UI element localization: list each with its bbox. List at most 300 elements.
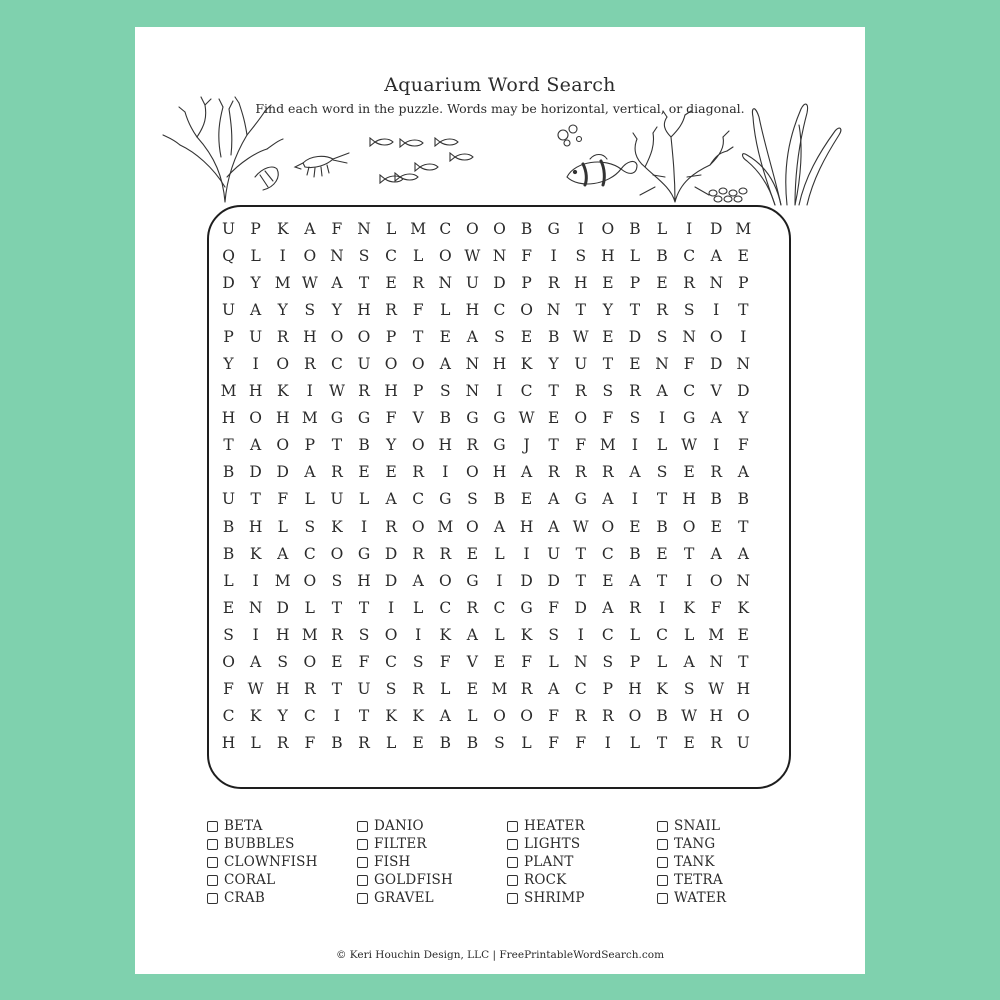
grid-letter[interactable]: V [710, 382, 722, 401]
grid-letter[interactable]: E [466, 680, 479, 699]
grid-letter[interactable]: V [412, 409, 424, 428]
grid-letter[interactable]: E [358, 463, 370, 482]
grid-letter[interactable]: A [737, 544, 749, 563]
grid-letter[interactable]: T [738, 517, 749, 536]
grid-letter[interactable]: U [357, 680, 371, 699]
grid-letter[interactable]: O [493, 219, 506, 238]
grid-letter[interactable]: O [276, 436, 290, 455]
grid-letter[interactable]: R [358, 734, 370, 753]
grid-letter[interactable]: F [304, 734, 316, 753]
grid-letter[interactable]: E [385, 273, 397, 292]
checkbox[interactable] [507, 857, 518, 868]
grid-letter[interactable]: C [601, 625, 614, 644]
grid-letter[interactable]: I [415, 625, 422, 644]
grid-letter[interactable]: L [656, 653, 668, 672]
grid-letter[interactable]: O [574, 409, 588, 428]
grid-letter[interactable]: M [735, 219, 752, 238]
checkbox[interactable] [657, 893, 668, 904]
grid-letter[interactable]: E [222, 598, 235, 617]
grid-letter[interactable]: H [248, 517, 263, 536]
grid-letter[interactable]: L [629, 625, 641, 644]
grid-letter[interactable]: I [279, 246, 286, 265]
grid-letter[interactable]: H [275, 625, 290, 644]
grid-letter[interactable]: Y [277, 300, 288, 319]
grid-letter[interactable]: I [604, 734, 611, 753]
grid-letter[interactable]: E [602, 571, 614, 590]
grid-letter[interactable]: D [520, 571, 533, 590]
grid-letter[interactable]: R [358, 382, 370, 401]
grid-letter[interactable]: L [494, 544, 505, 563]
grid-letter[interactable]: O [276, 355, 290, 374]
grid-letter[interactable]: K [737, 598, 750, 617]
grid-letter[interactable]: H [682, 490, 696, 509]
grid-letter[interactable]: W [681, 436, 698, 455]
grid-letter[interactable]: A [710, 246, 722, 265]
grid-letter[interactable]: I [306, 382, 313, 401]
grid-letter[interactable]: R [331, 463, 343, 482]
grid-letter[interactable]: G [357, 544, 371, 563]
grid-letter[interactable]: A [385, 490, 397, 509]
grid-letter[interactable]: E [629, 517, 641, 536]
grid-letter[interactable]: V [466, 653, 478, 672]
grid-letter[interactable]: R [520, 680, 533, 699]
grid-letter[interactable]: P [385, 327, 397, 346]
grid-letter[interactable]: L [277, 517, 288, 536]
grid-letter[interactable]: G [682, 409, 696, 428]
grid-letter[interactable]: P [629, 653, 641, 672]
grid-letter[interactable]: O [330, 327, 344, 346]
grid-letter[interactable]: M [708, 625, 725, 644]
grid-letter[interactable]: E [331, 653, 343, 672]
grid-letter[interactable]: E [737, 625, 749, 644]
grid-letter[interactable]: S [494, 734, 505, 753]
grid-letter[interactable]: T [331, 680, 343, 699]
grid-letter[interactable]: C [385, 653, 398, 672]
grid-letter[interactable]: W [328, 382, 345, 401]
grid-letter[interactable]: I [713, 436, 720, 455]
grid-letter[interactable]: I [713, 300, 720, 319]
grid-letter[interactable]: L [385, 734, 397, 753]
checkbox[interactable] [357, 821, 368, 832]
grid-letter[interactable]: A [683, 653, 695, 672]
grid-letter[interactable]: R [385, 517, 397, 536]
grid-letter[interactable]: O [601, 517, 615, 536]
grid-letter[interactable]: B [493, 490, 506, 509]
grid-letter[interactable]: E [737, 246, 749, 265]
grid-letter[interactable]: A [493, 517, 506, 536]
grid-letter[interactable]: C [303, 544, 316, 563]
grid-letter[interactable]: B [466, 734, 479, 753]
grid-letter[interactable]: D [710, 355, 723, 374]
grid-letter[interactable]: A [520, 463, 533, 482]
grid-letter[interactable]: A [656, 382, 668, 401]
grid-letter[interactable]: R [547, 463, 560, 482]
grid-letter[interactable]: T [358, 707, 370, 726]
grid-letter[interactable]: H [221, 734, 236, 753]
grid-letter[interactable]: N [546, 300, 561, 319]
grid-letter[interactable]: L [223, 571, 234, 590]
checkbox[interactable] [657, 875, 668, 886]
grid-letter[interactable]: N [736, 355, 751, 374]
grid-letter[interactable]: F [683, 355, 695, 374]
grid-letter[interactable]: R [303, 355, 316, 374]
checkbox[interactable] [657, 821, 668, 832]
grid-letter[interactable]: E [710, 517, 722, 536]
grid-letter[interactable]: U [357, 355, 371, 374]
grid-letter[interactable]: K [249, 544, 262, 563]
grid-letter[interactable]: O [628, 707, 642, 726]
grid-letter[interactable]: K [520, 355, 533, 374]
grid-letter[interactable]: U [547, 544, 561, 563]
grid-letter[interactable]: F [385, 409, 397, 428]
grid-letter[interactable]: K [656, 680, 668, 699]
grid-letter[interactable]: T [331, 436, 343, 455]
grid-letter[interactable]: I [496, 571, 503, 590]
grid-letter[interactable]: O [736, 707, 750, 726]
grid-letter[interactable]: R [385, 300, 397, 319]
grid-letter[interactable]: A [548, 490, 560, 509]
grid-letter[interactable]: P [738, 273, 749, 292]
grid-letter[interactable]: N [655, 355, 669, 374]
grid-letter[interactable]: T [331, 598, 343, 617]
grid-letter[interactable]: S [656, 463, 668, 482]
grid-letter[interactable]: L [440, 680, 451, 699]
grid-letter[interactable]: I [252, 355, 259, 374]
checkbox[interactable] [507, 821, 518, 832]
grid-letter[interactable]: S [304, 300, 316, 319]
grid-letter[interactable]: B [547, 327, 560, 346]
grid-letter[interactable]: E [520, 490, 533, 509]
grid-letter[interactable]: C [683, 382, 696, 401]
grid-letter[interactable]: T [223, 436, 234, 455]
grid-letter[interactable]: K [683, 598, 695, 617]
grid-letter[interactable]: H [438, 436, 453, 455]
grid-letter[interactable]: G [439, 490, 452, 509]
grid-letter[interactable]: F [548, 598, 560, 617]
grid-letter[interactable]: B [222, 517, 235, 536]
grid-letter[interactable]: O [411, 355, 425, 374]
grid-letter[interactable]: B [656, 246, 668, 265]
grid-letter[interactable]: F [548, 707, 560, 726]
grid-letter[interactable]: U [249, 327, 263, 346]
checkbox[interactable] [207, 893, 218, 904]
grid-letter[interactable]: F [277, 490, 289, 509]
grid-letter[interactable]: K [439, 625, 452, 644]
checkbox[interactable] [207, 875, 218, 886]
grid-letter[interactable]: W [572, 517, 589, 536]
grid-letter[interactable]: Y [385, 436, 397, 455]
checkbox[interactable] [507, 875, 518, 886]
grid-letter[interactable]: I [442, 463, 449, 482]
grid-letter[interactable]: O [411, 517, 425, 536]
grid-letter[interactable]: H [275, 409, 290, 428]
grid-letter[interactable]: S [602, 653, 614, 672]
grid-letter[interactable]: R [276, 734, 289, 753]
grid-letter[interactable]: M [220, 382, 237, 401]
grid-letter[interactable]: W [518, 409, 535, 428]
grid-letter[interactable]: U [222, 300, 236, 319]
grid-letter[interactable]: M [410, 219, 427, 238]
grid-letter[interactable]: F [331, 219, 343, 238]
grid-letter[interactable]: D [249, 463, 262, 482]
grid-letter[interactable]: A [548, 517, 560, 536]
grid-letter[interactable]: Y [548, 355, 559, 374]
grid-letter[interactable]: D [737, 382, 750, 401]
grid-letter[interactable]: I [740, 327, 747, 346]
grid-letter[interactable]: O [682, 517, 696, 536]
grid-letter[interactable]: I [631, 490, 639, 509]
grid-letter[interactable]: U [574, 355, 588, 374]
grid-letter[interactable]: E [602, 273, 614, 292]
grid-letter[interactable]: T [548, 382, 559, 401]
grid-letter[interactable]: A [331, 273, 343, 292]
checkbox[interactable] [207, 821, 218, 832]
grid-letter[interactable]: E [466, 544, 479, 563]
checkbox[interactable] [357, 893, 368, 904]
grid-letter[interactable]: F [737, 436, 749, 455]
grid-letter[interactable]: T [738, 300, 749, 319]
grid-letter[interactable]: S [683, 680, 695, 699]
grid-letter[interactable]: N [357, 219, 371, 238]
grid-letter[interactable]: W [247, 680, 264, 699]
grid-letter[interactable]: W [301, 273, 318, 292]
grid-letter[interactable]: E [656, 273, 668, 292]
grid-letter[interactable]: B [656, 517, 668, 536]
grid-letter[interactable]: Y [331, 300, 343, 319]
grid-letter[interactable]: F [548, 734, 560, 753]
grid-letter[interactable]: A [250, 300, 262, 319]
grid-letter[interactable]: W [464, 246, 481, 265]
checkbox[interactable] [207, 839, 218, 850]
grid-letter[interactable]: E [520, 327, 533, 346]
grid-letter[interactable]: S [602, 382, 614, 401]
grid-letter[interactable]: P [629, 273, 641, 292]
grid-letter[interactable]: H [357, 300, 371, 319]
grid-letter[interactable]: R [412, 544, 425, 563]
grid-letter[interactable]: B [710, 490, 722, 509]
grid-letter[interactable]: L [440, 300, 451, 319]
grid-letter[interactable]: F [521, 653, 532, 672]
grid-letter[interactable]: E [385, 463, 397, 482]
grid-letter[interactable]: M [437, 517, 454, 536]
grid-letter[interactable]: P [304, 436, 316, 455]
grid-letter[interactable]: O [357, 327, 371, 346]
grid-letter[interactable]: S [575, 246, 587, 265]
grid-letter[interactable]: T [738, 653, 749, 672]
grid-letter[interactable]: C [493, 300, 506, 319]
grid-letter[interactable]: U [736, 734, 750, 753]
grid-letter[interactable]: O [709, 327, 723, 346]
grid-letter[interactable]: I [631, 436, 639, 455]
grid-letter[interactable]: C [439, 219, 452, 238]
grid-letter[interactable]: C [303, 707, 316, 726]
grid-letter[interactable]: H [221, 409, 236, 428]
grid-letter[interactable]: C [222, 707, 235, 726]
grid-letter[interactable]: F [575, 734, 587, 753]
grid-letter[interactable]: O [520, 300, 533, 319]
grid-letter[interactable]: H [574, 273, 588, 292]
grid-letter[interactable]: F [602, 409, 614, 428]
grid-letter[interactable]: T [358, 598, 370, 617]
grid-letter[interactable]: R [574, 463, 587, 482]
grid-letter[interactable]: A [602, 598, 614, 617]
grid-letter[interactable]: K [276, 219, 289, 238]
grid-letter[interactable]: P [250, 219, 261, 238]
grid-letter[interactable]: T [656, 734, 668, 753]
grid-letter[interactable]: B [222, 463, 235, 482]
grid-letter[interactable]: A [250, 436, 262, 455]
grid-letter[interactable]: C [412, 490, 425, 509]
grid-letter[interactable]: K [331, 517, 343, 536]
grid-letter[interactable]: S [277, 653, 289, 672]
grid-letter[interactable]: U [330, 490, 344, 509]
grid-letter[interactable]: R [276, 327, 289, 346]
grid-letter[interactable]: C [439, 598, 452, 617]
grid-letter[interactable]: R [331, 625, 343, 644]
grid-letter[interactable]: Y [602, 300, 613, 319]
grid-letter[interactable]: A [439, 707, 451, 726]
grid-letter[interactable]: T [575, 300, 586, 319]
grid-letter[interactable]: S [358, 246, 370, 265]
grid-letter[interactable]: H [384, 382, 398, 401]
grid-letter[interactable]: H [275, 680, 290, 699]
grid-letter[interactable]: L [385, 219, 397, 238]
grid-letter[interactable]: I [333, 707, 340, 726]
grid-letter[interactable]: P [521, 273, 532, 292]
grid-letter[interactable]: R [466, 436, 479, 455]
grid-letter[interactable]: S [358, 625, 370, 644]
grid-letter[interactable]: D [574, 598, 587, 617]
grid-letter[interactable]: O [438, 246, 452, 265]
grid-letter[interactable]: O [601, 219, 615, 238]
grid-letter[interactable]: H [519, 517, 534, 536]
grid-letter[interactable]: A [629, 463, 641, 482]
grid-letter[interactable]: F [439, 653, 451, 672]
grid-letter[interactable]: C [601, 544, 614, 563]
grid-letter[interactable]: H [465, 300, 480, 319]
grid-letter[interactable]: P [602, 680, 614, 699]
grid-letter[interactable]: L [656, 219, 668, 238]
grid-letter[interactable]: E [493, 653, 506, 672]
grid-letter[interactable]: B [439, 409, 451, 428]
grid-letter[interactable]: R [303, 680, 316, 699]
grid-letter[interactable]: I [686, 219, 693, 238]
grid-letter[interactable]: T [602, 355, 614, 374]
grid-letter[interactable]: H [303, 327, 317, 346]
grid-letter[interactable]: S [331, 571, 343, 590]
grid-letter[interactable]: I [388, 598, 395, 617]
grid-letter[interactable]: U [222, 219, 236, 238]
grid-letter[interactable]: A [629, 571, 641, 590]
grid-letter[interactable]: E [548, 409, 560, 428]
grid-letter[interactable]: O [303, 246, 317, 265]
grid-letter[interactable]: K [276, 382, 289, 401]
grid-letter[interactable]: A [466, 327, 478, 346]
checkbox[interactable] [657, 839, 668, 850]
grid-letter[interactable]: F [575, 436, 587, 455]
grid-letter[interactable]: A [466, 625, 478, 644]
grid-letter[interactable]: B [439, 734, 451, 753]
grid-letter[interactable]: N [465, 355, 480, 374]
grid-letter[interactable]: Q [222, 246, 235, 265]
grid-letter[interactable]: M [599, 436, 616, 455]
grid-letter[interactable]: F [521, 246, 532, 265]
grid-letter[interactable]: A [412, 571, 424, 590]
grid-letter[interactable]: C [656, 625, 668, 644]
grid-letter[interactable]: I [252, 571, 259, 590]
grid-letter[interactable]: F [710, 598, 722, 617]
grid-letter[interactable]: D [222, 273, 235, 292]
grid-letter[interactable]: N [492, 246, 507, 265]
grid-letter[interactable]: P [223, 327, 234, 346]
grid-letter[interactable]: T [358, 273, 370, 292]
grid-letter[interactable]: K [412, 707, 424, 726]
grid-letter[interactable]: O [384, 625, 398, 644]
grid-letter[interactable]: C [574, 680, 587, 699]
grid-letter[interactable]: W [681, 707, 698, 726]
grid-letter[interactable]: T [413, 327, 424, 346]
grid-letter[interactable]: R [602, 463, 614, 482]
grid-letter[interactable]: R [412, 463, 425, 482]
grid-letter[interactable]: B [656, 707, 668, 726]
grid-letter[interactable]: I [686, 571, 693, 590]
grid-letter[interactable]: T [656, 571, 668, 590]
grid-letter[interactable]: E [412, 734, 424, 753]
grid-letter[interactable]: S [412, 653, 424, 672]
grid-letter[interactable]: S [304, 517, 316, 536]
grid-letter[interactable]: L [629, 246, 641, 265]
grid-letter[interactable]: L [629, 734, 641, 753]
grid-letter[interactable]: F [358, 653, 370, 672]
grid-letter[interactable]: Y [250, 273, 261, 292]
grid-letter[interactable]: S [629, 409, 641, 428]
grid-letter[interactable]: I [658, 409, 666, 428]
grid-letter[interactable]: N [709, 653, 724, 672]
grid-letter[interactable]: R [412, 273, 425, 292]
grid-letter[interactable]: G [493, 436, 506, 455]
grid-letter[interactable]: N [736, 571, 751, 590]
grid-letter[interactable]: C [683, 246, 696, 265]
grid-letter[interactable]: H [601, 246, 615, 265]
grid-letter[interactable]: E [656, 544, 668, 563]
grid-letter[interactable]: M [301, 625, 318, 644]
checkbox[interactable] [507, 839, 518, 850]
grid-letter[interactable]: L [494, 625, 505, 644]
grid-letter[interactable]: I [252, 625, 259, 644]
grid-letter[interactable]: N [248, 598, 263, 617]
grid-letter[interactable]: E [439, 327, 451, 346]
grid-letter[interactable]: H [492, 355, 507, 374]
grid-letter[interactable]: U [465, 273, 479, 292]
grid-letter[interactable]: A [737, 463, 749, 482]
grid-letter[interactable]: B [737, 490, 750, 509]
grid-letter[interactable]: L [548, 653, 559, 672]
grid-letter[interactable]: R [574, 707, 587, 726]
grid-letter[interactable]: R [710, 734, 723, 753]
grid-letter[interactable]: W [572, 327, 589, 346]
grid-letter[interactable]: O [330, 544, 344, 563]
grid-letter[interactable]: N [709, 273, 724, 292]
grid-letter[interactable]: C [330, 355, 343, 374]
grid-letter[interactable]: D [547, 571, 560, 590]
grid-letter[interactable]: L [413, 246, 424, 265]
grid-letter[interactable]: A [304, 463, 316, 482]
grid-letter[interactable]: P [412, 382, 424, 401]
grid-letter[interactable]: W [708, 680, 725, 699]
grid-letter[interactable]: A [710, 544, 722, 563]
grid-letter[interactable]: M [301, 409, 318, 428]
grid-letter[interactable]: R [656, 300, 668, 319]
